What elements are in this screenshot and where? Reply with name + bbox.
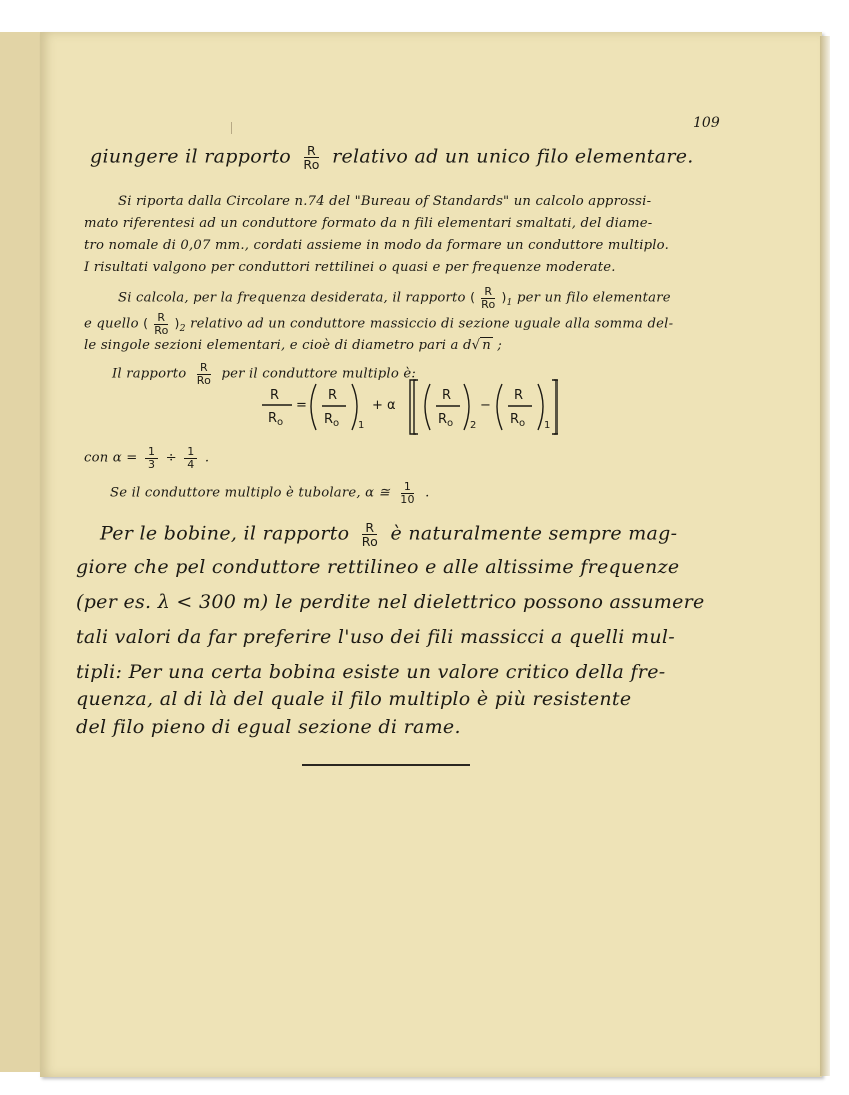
intro-line	[90, 144, 694, 171]
page-number: 109	[693, 115, 720, 131]
paragraph-4-text-a: Per le bobine, il rapporto	[100, 522, 350, 545]
ratio-r-r0-1: $\frac{R}{Ro}$	[481, 285, 496, 311]
fraction-one-tenth: $\frac{1}{10}$	[400, 480, 415, 506]
document-page	[40, 32, 822, 1077]
formula-sub-2: 2	[470, 420, 477, 431]
ratio-r-r0	[300, 144, 322, 171]
ratio-r-r0-3: $\frac{R}{Ro}$	[196, 361, 212, 387]
paragraph-4-line-3: (per es. λ < 300 m) le perdite nel dielettrico possono assumere	[76, 591, 705, 613]
paragraph-4-line-4: tali valori da far preferire l'uso dei fili massicci a quelli mul-	[76, 626, 675, 648]
formula-r0-2: $R_o$	[438, 412, 454, 429]
formula-r0-1: $R_o$	[324, 412, 340, 429]
alpha-line: con α = $\frac{1}{3}$ ÷ $\frac{1}{4}$ .	[84, 445, 210, 471]
formula-r-2: R	[442, 388, 452, 403]
formula-r: R	[270, 388, 280, 403]
paragraph-4-line-2: giore che pel conduttore rettilineo e alle altissime frequenze	[76, 556, 680, 578]
paragraph-4-line-5: tipli: Per una certa bobina esiste un valore critico della fre-	[76, 661, 666, 683]
paragraph-2-text-a: Si calcola, per la frequenza desiderata, il rapporto	[118, 290, 466, 306]
paragraph-1-line-2: mato riferentesi ad un conduttore formato da n fili elementari smaltati, del diame-	[84, 216, 653, 231]
formula-eq: =	[296, 398, 307, 413]
paragraph-2-text-c: e quello	[84, 316, 139, 332]
paragraph-2-line-1: Si calcola, per la frequenza desiderata, il rapporto ( $\frac{R}{Ro}$ )$_1$ per un filo elementare	[118, 285, 671, 311]
paragraph-2-text-b: per un filo elementare	[517, 290, 671, 306]
fraction-one-third: $\frac{1}{3}$	[145, 446, 158, 470]
ratio-numerator: R	[304, 144, 319, 158]
sqrt-n: n	[482, 338, 491, 353]
paragraph-1-line-1: Si riporta dalla Circolare n.74 del "Bureau of Standards" un calcolo approssi-	[118, 194, 652, 209]
paragraph-4-line-7: del filo pieno di egual sezione di rame.	[76, 716, 461, 738]
paragraph-4-text-b: è naturalmente sempre mag-	[390, 522, 678, 545]
intro-line-end: relativo ad un unico filo elementare.	[332, 145, 694, 168]
paragraph-3-text-a: Il rapporto	[112, 366, 187, 382]
paragraph-4-line-6: quenza, al di là del quale il filo multiplo è più resistente	[76, 688, 632, 710]
formula-r0: $R_o$	[268, 411, 284, 428]
intro-line-start: giungere il rapporto	[90, 145, 292, 168]
formula-sub-3: 1	[544, 420, 551, 431]
ratio-r-r0-2: $\frac{R}{Ro}$	[154, 311, 169, 337]
fraction-one-fourth: $\frac{1}{4}$	[184, 446, 197, 470]
closing-rule	[302, 764, 470, 766]
formula-r0-3: $R_o$	[510, 412, 526, 429]
formula-sub-1: 1	[358, 420, 365, 431]
previous-page-edge	[0, 32, 42, 1072]
ratio-r-r0-4: $\frac{R}{Ro}$	[361, 520, 379, 550]
formula-plus-alpha: + α	[372, 398, 396, 413]
main-formula	[258, 376, 558, 440]
paragraph-1-line-3: tro nomale di 0,07 mm., cordati assieme in modo da formare un conduttore multiplo.	[84, 238, 669, 253]
paper-mark	[231, 122, 232, 134]
alpha-text: con α =	[84, 450, 138, 466]
tubular-line: Se il conduttore multiplo è tubolare, α ≅ $\frac{1}{10}$ .	[110, 480, 430, 506]
ratio-denominator: Ro	[303, 157, 320, 173]
paragraph-2-text-d: relativo ad un conduttore massiccio di sezione uguale alla somma del-	[190, 316, 674, 332]
tubular-text: Se il conduttore multiplo è tubolare, α ≅	[110, 485, 390, 501]
paragraph-3-text-b: per il conduttore multiplo è:	[221, 366, 417, 382]
page-edge-shadow	[820, 36, 830, 1076]
paragraph-1-line-4: I risultati valgono per conduttori rettilinei o quasi e per frequenze moderate.	[84, 260, 616, 275]
paragraph-2-line-3: le singole sezioni elementari, e cioè di diametro pari a d√ n ;	[84, 338, 503, 353]
formula-minus: −	[480, 398, 491, 413]
paragraph-2-line-2: e quello ( $\frac{R}{Ro}$ )$_2$ relativo ad un conduttore massiccio di sezione uguale alla somma del-	[84, 311, 674, 337]
paragraph-4-line-1	[100, 521, 677, 548]
paragraph-2-text-e: le singole sezioni elementari, e cioè di diametro pari a d	[84, 338, 472, 353]
formula-r-3: R	[514, 388, 524, 403]
formula-r-1: R	[328, 388, 338, 403]
